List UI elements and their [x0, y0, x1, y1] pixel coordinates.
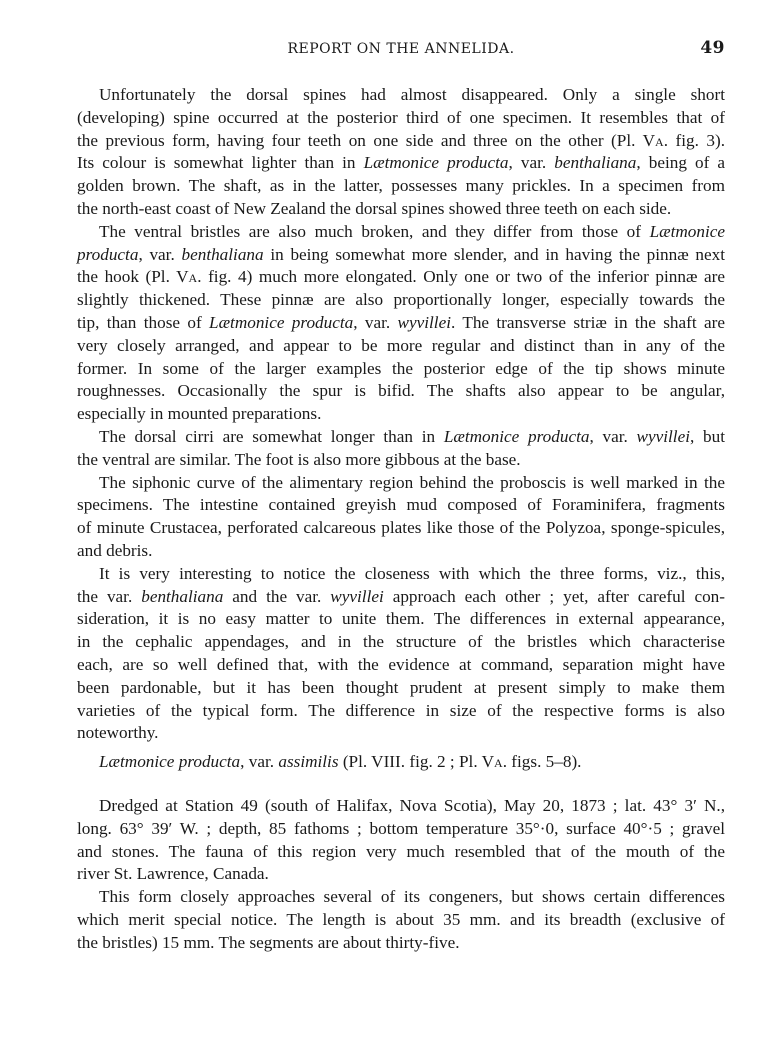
text-line: [77, 818, 725, 841]
italic-taxon-name: wyvillei: [636, 426, 690, 446]
text-run: , var.: [589, 426, 637, 446]
text-run: a: [494, 752, 503, 771]
text-run: the var.: [77, 586, 142, 606]
text-run: specimens. The intestine contained greyish mud composed of Foraminifera, fragments: [77, 495, 725, 515]
italic-taxon-name: Lætmonice: [649, 221, 725, 241]
text-run: the north-east coast of New Zealand the dorsal spines showed three teeth on each side.: [77, 198, 672, 218]
text-run: . figs. 5–8).: [502, 752, 582, 771]
body-section-1: [77, 84, 725, 745]
italic-taxon-name: Lætmonice producta: [363, 153, 509, 173]
text-line: [77, 586, 725, 609]
text-run: slightly thickened. These pinnæ are also proportionally longer, especially towards the: [77, 290, 725, 310]
text-line: [77, 700, 725, 723]
text-line: [77, 677, 725, 700]
text-run: noteworthy.: [77, 723, 159, 743]
text-run: It is very interesting to notice the closeness with which the three forms, viz., this,: [99, 563, 725, 583]
text-run: roughnesses. Occasionally the spur is bifid. The shafts also appear to be angular,: [77, 381, 725, 401]
text-run: approach each other ; yet, after careful con-: [383, 586, 725, 606]
text-line: [77, 540, 725, 563]
text-line: [77, 909, 725, 932]
text-run: . The transverse striæ in the shaft are: [450, 312, 725, 332]
text-line: [77, 358, 725, 381]
species-heading: [77, 751, 725, 774]
text-line: [77, 472, 725, 495]
text-run: which merit special notice. The length is about 35 mm. and its breadth (exclusive of: [77, 909, 725, 929]
text-run: long. 63° 39′ W. ; depth, 85 fathoms ; bottom temperature 35°·0, surface 40°·5 ; gravel: [77, 818, 725, 838]
italic-taxon-name: producta: [77, 244, 139, 264]
text-line: [77, 932, 725, 955]
text-line: [77, 335, 725, 358]
italic-taxon-name: benthaliana: [141, 586, 224, 606]
text-line: [77, 449, 725, 472]
text-line: [77, 886, 725, 909]
text-run: This form closely approaches several of its congeners, but shows certain differences: [99, 887, 725, 907]
text-run: (developing) spine occurred at the posterior third of one specimen. It resembles that of: [77, 107, 725, 127]
text-line: [77, 563, 725, 586]
text-run: the ventral are similar. The foot is also more gibbous at the base.: [77, 449, 521, 469]
text-line: [77, 130, 725, 153]
text-run: (Pl. VIII. fig. 2 ; Pl. V: [338, 752, 495, 771]
text-run: in the cephalic appendages, and in the structure of the bristles which characterise: [77, 632, 725, 652]
text-line: [77, 244, 725, 267]
text-run: Unfortunately the dorsal spines had almost disappeared. Only a single short: [99, 85, 725, 104]
text-run: of minute Crustacea, perforated calcareous plates like those of the Polyzoa, sponge-spicules,: [77, 518, 725, 538]
text-run: , being of a: [636, 153, 726, 173]
text-run: Its colour is somewhat lighter than in: [77, 153, 364, 173]
paragraph: [77, 426, 725, 472]
text-line: [77, 841, 725, 864]
text-run: a: [655, 130, 664, 150]
text-line: [77, 403, 725, 426]
text-run: sideration, it is no easy matter to unite them. The differences in external appearance,: [77, 609, 725, 629]
text-run: former. In some of the larger examples the posterior edge of the tip shows minute: [77, 358, 725, 378]
italic-taxon-name: Lætmonice producta: [443, 426, 590, 446]
italic-taxon-name: benthaliana: [554, 153, 637, 173]
text-line: [77, 266, 725, 289]
text-line: [77, 175, 725, 198]
text-line: [77, 84, 725, 107]
text-run: varieties of the typical form. The difference in size of the respective forms is also: [77, 700, 725, 720]
paragraph: [77, 472, 725, 563]
italic-taxon-name: wyvillei: [330, 586, 384, 606]
paragraph: [77, 795, 725, 886]
text-run: golden brown. The shaft, as in the latter, possesses many prickles. In a specimen from: [77, 176, 725, 196]
text-line: [77, 517, 725, 540]
text-run: especially in mounted preparations.: [77, 404, 322, 424]
text-run: river St. Lawrence, Canada.: [77, 864, 269, 884]
text-run: Dredged at Station 49 (south of Halifax, Nova Scotia), May 20, 1873 ; lat. 43° 3′ N.,: [99, 796, 725, 815]
text-run: . fig. 4) much more elongated. Only one or two of the inferior pinnæ are: [197, 267, 725, 287]
text-run: each, are so well defined that, with the evidence at command, separation might have: [77, 654, 725, 674]
text-line: [77, 751, 725, 774]
text-run: The ventral bristles are also much broken, and they differ from those of: [99, 221, 650, 241]
text-run: The siphonic curve of the alimentary region behind the proboscis is well marked in the: [99, 472, 725, 492]
running-header: [77, 38, 725, 60]
paragraph: [77, 886, 725, 954]
text-run: been pardonable, but it has been thought prudent at present simply to make them: [77, 677, 725, 697]
text-line: [77, 795, 725, 818]
text-line: [77, 289, 725, 312]
text-run: the previous form, having four teeth on one side and three on the other (Pl. V: [77, 130, 656, 150]
text-run: . fig. 3).: [663, 130, 725, 150]
text-run: the hook (Pl. V: [77, 267, 189, 287]
running-title: REPORT ON THE ANNELIDA.: [287, 41, 515, 57]
text-line: [77, 863, 725, 886]
text-run: in being somewhat more slender, and in having the pinnæ next: [263, 244, 726, 264]
text-line: [77, 198, 725, 221]
text-run: , var.: [240, 752, 279, 771]
italic-taxon-name: wyvillei: [397, 312, 451, 332]
text-line: [77, 221, 725, 244]
text-line: [77, 426, 725, 449]
text-run: The dorsal cirri are somewhat longer than in: [99, 426, 444, 446]
text-line: [77, 380, 725, 403]
text-run: a: [188, 267, 198, 287]
text-run: and stones. The fauna of this region very much resembled that of the mouth of the: [77, 841, 725, 861]
paragraph: [77, 84, 725, 221]
italic-taxon-name: Lætmonice producta: [99, 752, 241, 771]
paragraph: [77, 221, 725, 426]
text-run: the bristles) 15 mm. The segments are about thirty-five.: [77, 932, 460, 952]
text-run: and debris.: [77, 540, 153, 560]
text-line: [77, 722, 725, 745]
text-run: tip, than those of: [77, 312, 210, 332]
text-run: , var.: [138, 244, 182, 264]
text-run: very closely arranged, and appear to be more regular and distinct than in any of the: [77, 335, 725, 355]
page-number: 49: [700, 38, 725, 58]
italic-taxon-name: benthaliana: [181, 244, 264, 264]
text-run: and the var.: [223, 586, 331, 606]
paragraph: [77, 563, 725, 745]
text-run: , var.: [353, 312, 398, 332]
italic-taxon-name: Lætmonice producta: [209, 312, 354, 332]
text-line: [77, 152, 725, 175]
text-line: [77, 312, 725, 335]
text-run: , var.: [508, 153, 555, 173]
text-run: , but: [689, 426, 725, 446]
text-line: [77, 631, 725, 654]
text-line: [77, 608, 725, 631]
text-line: [77, 107, 725, 130]
body-section-2: [77, 795, 725, 955]
italic-taxon-name: assimilis: [278, 752, 339, 771]
text-line: [77, 654, 725, 677]
text-line: [77, 494, 725, 517]
